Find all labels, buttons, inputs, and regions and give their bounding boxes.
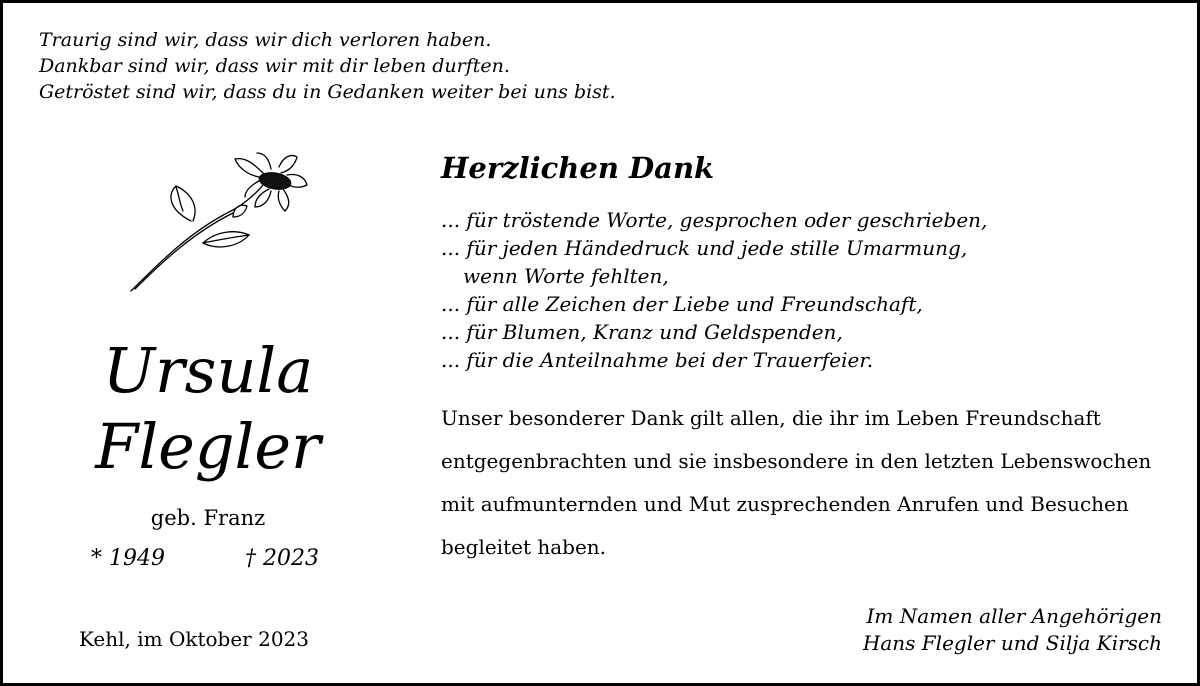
place-date: Kehl, im Oktober 2023 (79, 627, 309, 651)
thanks-title: Herzlichen Dank (441, 151, 715, 185)
deceased-name (63, 333, 353, 485)
message-line: begleitet haben. (441, 535, 607, 559)
thanks-item: ... für alle Zeichen der Liebe und Freundschaft, (441, 292, 923, 316)
thanks-item: ... für die Anteilnahme bei der Trauerfeier. (441, 348, 874, 372)
last-name: Flegler (95, 410, 321, 483)
motto-line: Traurig sind wir, dass wir dich verloren haben. (39, 29, 492, 51)
thanks-item: wenn Worte fehlten, (463, 264, 669, 288)
thanks-item: ... für Blumen, Kranz und Geldspenden, (441, 320, 843, 344)
death-year: † 2023 (245, 546, 319, 571)
first-name: Ursula (102, 334, 314, 407)
thanks-list (441, 206, 987, 374)
signature-line: Im Namen aller Angehörigen (866, 604, 1162, 628)
birth-year: * 1949 (91, 546, 165, 571)
motto-line: Getröstet sind wir, dass du in Gedanken weiter bei uns bist. (39, 81, 616, 103)
thanks-message (441, 397, 1181, 569)
thanks-item: ... für jeden Händedruck und jede stille Umarmung, (441, 236, 968, 260)
maiden-name: geb. Franz (150, 506, 266, 530)
thanks-item: ... für tröstende Worte, gesprochen oder geschrieben, (441, 208, 988, 232)
motto-line: Dankbar sind wir, dass wir mit dir leben durften. (39, 55, 510, 77)
message-line: entgegenbrachten und sie insbesondere in den letzten Lebenswochen (441, 449, 1152, 473)
message-line: mit aufmunternden und Mut zusprechenden Anrufen und Besuchen (441, 492, 1129, 516)
signature-names: Hans Flegler und Silja Kirsch (862, 631, 1162, 655)
sunflower-drawing-icon (121, 151, 311, 296)
motto (39, 27, 616, 105)
message-line: Unser besonderer Dank gilt allen, die ihr im Leben Freundschaft (441, 406, 1101, 430)
signature (863, 603, 1162, 657)
